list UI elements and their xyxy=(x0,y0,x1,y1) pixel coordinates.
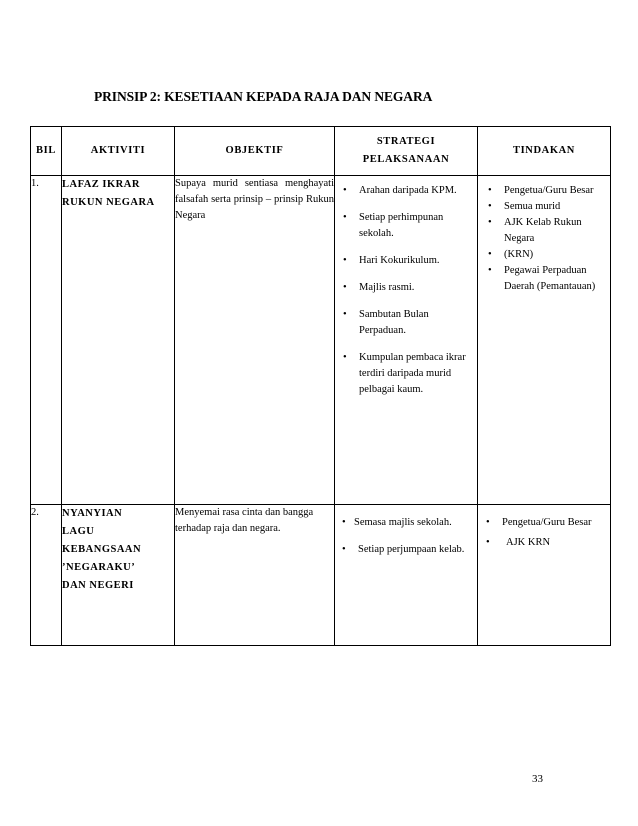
list-item: • Setiap perhimpunan sekolah. xyxy=(343,210,473,242)
row-objektif: Supaya murid sentiasa menghayati falsafah serta prinsip – prinsip Rukun Negara xyxy=(175,176,335,505)
row-bil: 1. xyxy=(31,176,62,505)
list-item: • Kumpulan pembaca ikrar terdiri daripada murid pelbagai kaum. xyxy=(343,350,473,398)
list-item: • Majlis rasmi. xyxy=(343,280,473,296)
aktiviti-line: LAFAZ IKRAR xyxy=(62,179,140,190)
header-aktiviti: AKTIVITI xyxy=(62,127,175,176)
header-row xyxy=(31,127,611,176)
page-title: PRINSIP 2: KESETIAAN KEPADA RAJA DAN NEGARA xyxy=(94,89,433,104)
tindakan-list xyxy=(478,505,610,551)
row-bil: 2. xyxy=(31,505,62,646)
header-strategi xyxy=(335,127,478,176)
row-tindakan xyxy=(478,176,611,505)
list-item: • Hari Kokurikulum. xyxy=(343,253,473,269)
row-objektif: Menyemai rasa cinta dan bangga terhadap raja dan negara. xyxy=(175,505,335,646)
list-item: • Sambutan Bulan Perpaduan. xyxy=(343,307,473,339)
list-item: • Semasa majlis sekolah. xyxy=(338,515,473,531)
aktiviti-line: KEBANGSAAN xyxy=(62,544,142,555)
row-tindakan xyxy=(478,505,611,646)
strategi-list xyxy=(335,505,477,558)
header-strategi-line2: PELAKSANAAN xyxy=(362,154,450,165)
header-objektif: OBJEKTIF xyxy=(175,127,335,176)
strategi-list xyxy=(335,176,477,398)
aktiviti-line: RUKUN NEGARA xyxy=(62,197,155,208)
header-strategi-line1: STRATEGI xyxy=(376,136,436,147)
list-item: • Arahan daripada KPM. xyxy=(343,183,473,199)
list-item: • Pegawai Perpaduan Daerah (Pemantauan) xyxy=(488,263,606,295)
aktiviti-line: ’NEGARAKU’ xyxy=(62,562,136,573)
list-item: • AJK KRN xyxy=(484,535,606,551)
row-strategi xyxy=(335,505,478,646)
header-tindakan: TINDAKAN xyxy=(478,127,611,176)
aktiviti-line: LAGU xyxy=(62,526,95,537)
table-row xyxy=(31,176,611,505)
list-item: • (KRN) xyxy=(488,247,606,263)
row-strategi xyxy=(335,176,478,505)
list-item: • AJK Kelab Rukun Negara xyxy=(488,215,606,247)
activity-table xyxy=(30,126,611,646)
header-bil: BIL xyxy=(31,127,62,176)
tindakan-list xyxy=(478,176,610,295)
row-aktiviti xyxy=(62,505,175,646)
row-aktiviti xyxy=(62,176,175,505)
list-item: • Setiap perjumpaan kelab. xyxy=(338,542,473,558)
aktiviti-line: DAN NEGERI xyxy=(62,580,134,591)
list-item: • Pengetua/Guru Besar xyxy=(484,515,606,531)
list-item: • Semua murid xyxy=(488,199,606,215)
aktiviti-line: NYANYIAN xyxy=(62,508,123,519)
table-row xyxy=(31,505,611,646)
page-number: 33 xyxy=(532,773,543,785)
list-item: • Pengetua/Guru Besar xyxy=(488,183,606,199)
